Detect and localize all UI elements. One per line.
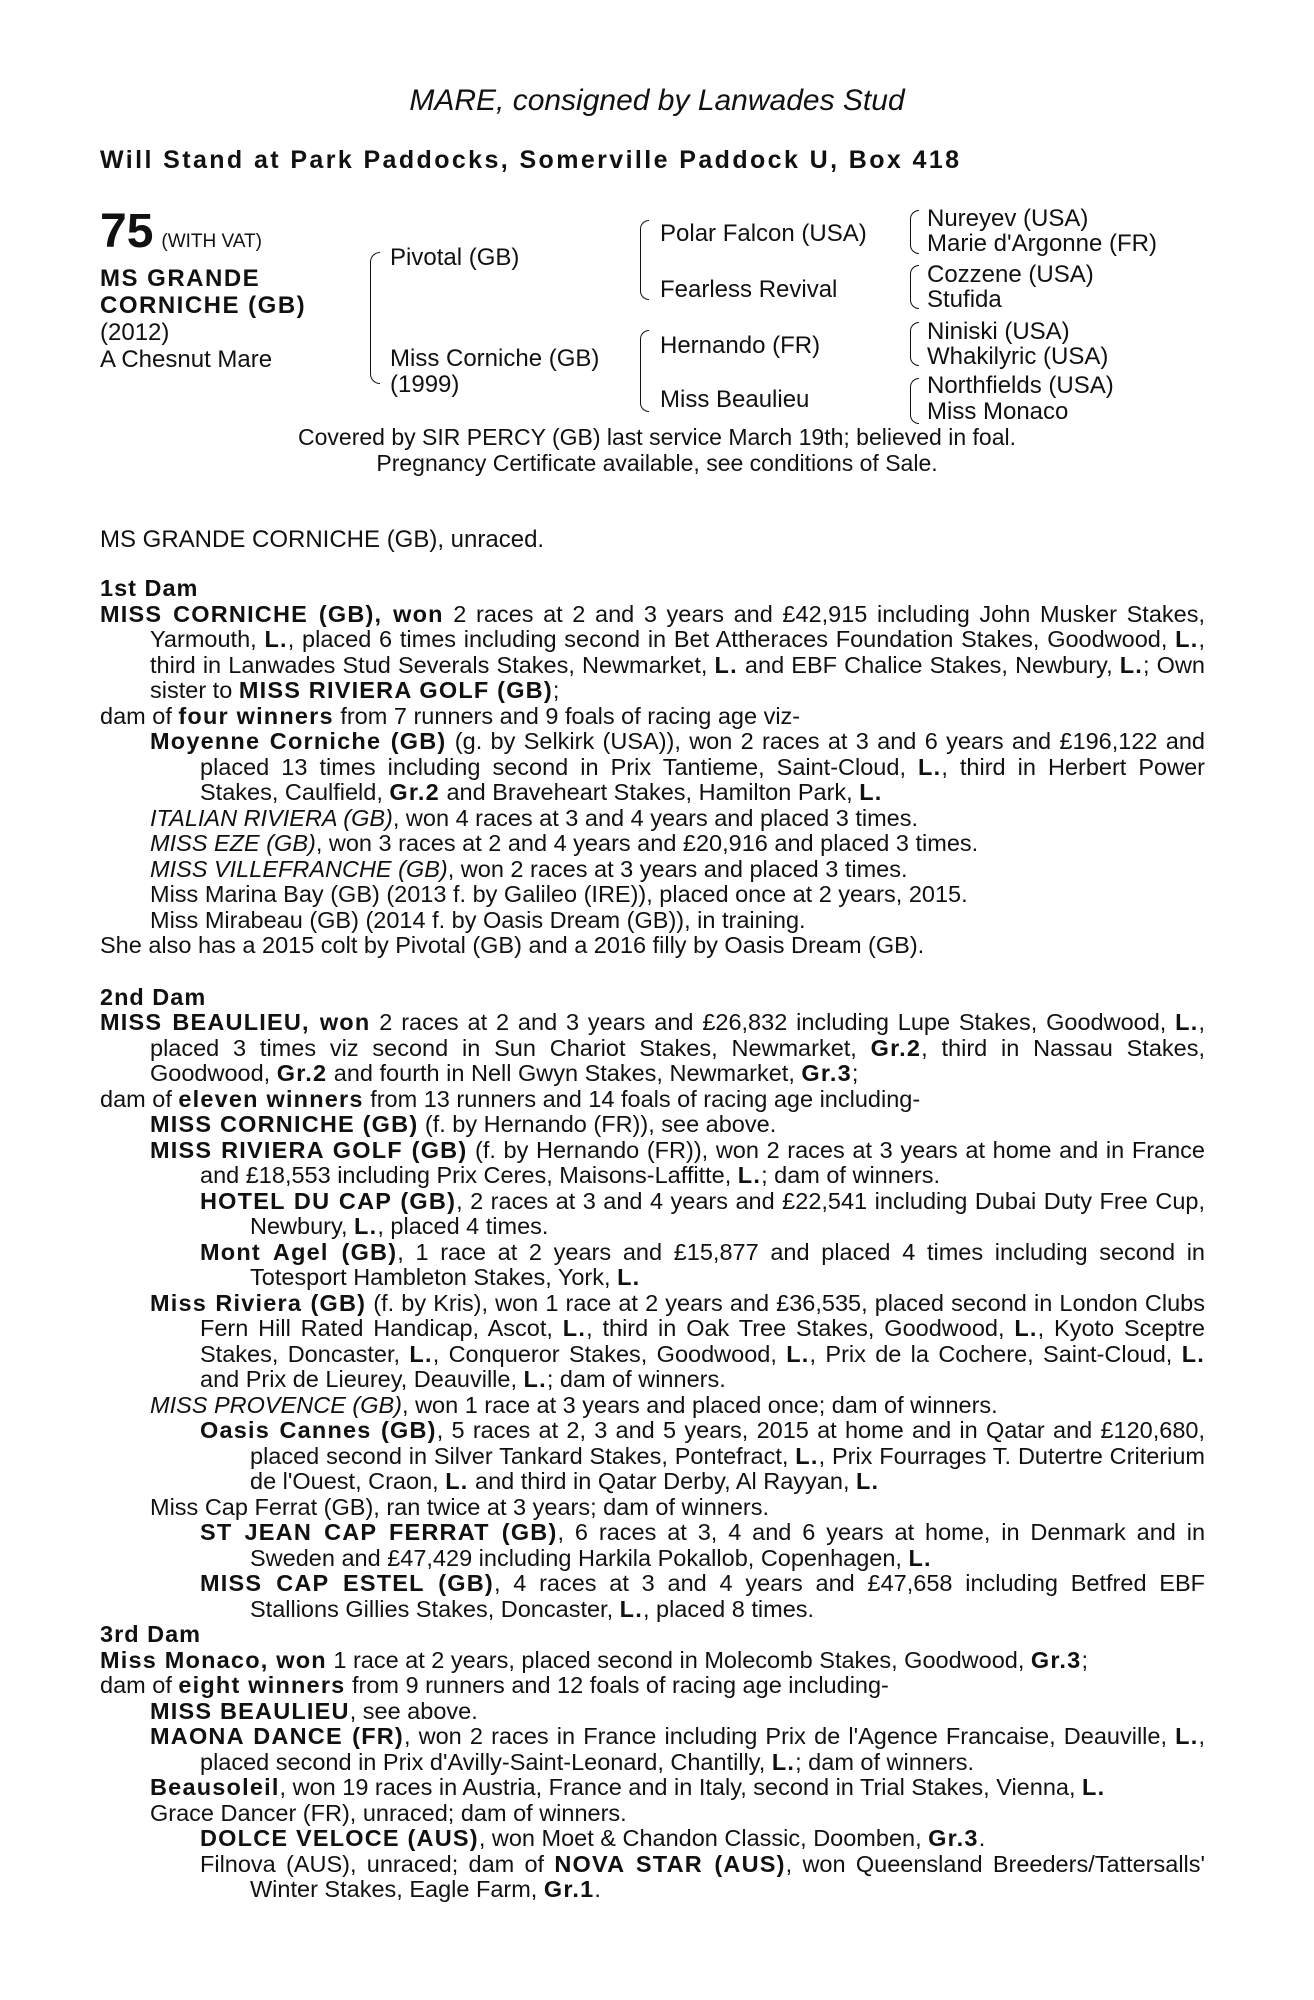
bracket-g2 — [910, 265, 919, 309]
bracket-sire-dam — [370, 252, 380, 384]
produce-entry: Mont Agel (GB), 1 race at 2 years and £15,877 and placed 4 times including second in Totesport Hambleton Stakes, York, L. — [200, 1238, 1205, 1290]
family-details — [100, 576, 1205, 1903]
grandsire-2: Cozzene (USA) — [927, 261, 1094, 288]
produce-entry: MAONA DANCE (FR), won 2 races in France including Prix de l'Agence Francaise, Deauville, L., placed second in Prix d'Avilly-Saint-Leonard, Chantilly, L.; dam of winners. — [150, 1723, 1205, 1775]
stand-location: Will Stand at Park Paddocks, Somerville Paddock U, Box 418 — [100, 146, 962, 174]
second-dam-heading: 2nd Dam — [100, 983, 207, 1010]
bracket-g3 — [910, 322, 919, 366]
lot-info — [100, 205, 307, 373]
catalogue-header: MARE, consigned by Lanwades Stud — [409, 84, 905, 117]
sire-dam: Fearless Revival — [660, 276, 838, 303]
produce-entry: MISS RIVIERA GOLF (GB) (f. by Hernando (FR)), won 2 races at 3 years at home and in France and £18,553 including Prix Ceres, Maisons-Laffitte, L.; dam of winners. — [150, 1136, 1206, 1188]
granddam-2: Stufida — [927, 286, 1002, 313]
granddam-4: Miss Monaco — [927, 398, 1069, 425]
certificate-line: Pregnancy Certificate available, see conditions of Sale. — [376, 450, 938, 476]
horse-name-line2: CORNICHE (GB) — [100, 292, 307, 319]
produce-note: She also has a 2015 colt by Pivotal (GB) and a 2016 filly by Oasis Dream (GB). — [100, 932, 925, 958]
produce-entry: Oasis Cannes (GB), 5 races at 2, 3 and 5 years, 2015 at home and in Qatar and £120,680, placed second in Silver Tankard Stakes, Pontefract, L., Prix Fourrages T. Dutertre Criterium de l'Ouest, Craon, L. and third in Qatar Derby, Al Rayyan, L. — [200, 1417, 1206, 1494]
race-summary: MS GRANDE CORNICHE (GB), unraced. — [100, 526, 545, 553]
bracket-dam-parents — [640, 330, 649, 412]
produce-entry: ITALIAN RIVIERA (GB), won 4 races at 3 and 4 years and placed 3 times. — [150, 804, 919, 831]
foaling-year: (2012) — [100, 319, 170, 346]
horse-name-line1: MS GRANDE — [100, 265, 261, 292]
grandsire-3: Niniski (USA) — [927, 318, 1070, 345]
dam-dam: Miss Beaulieu — [660, 386, 810, 413]
produce-entry: Miss Mirabeau (GB) (2014 f. by Oasis Dream (GB)), in training. — [150, 906, 806, 933]
bracket-g4 — [910, 378, 919, 424]
dam-year: (1999) — [390, 371, 460, 398]
produce-entry: HOTEL DU CAP (GB), 2 races at 3 and 4 years and £22,541 including Dubai Duty Free Cup, Newbury, L., placed 4 times. — [200, 1187, 1205, 1239]
produce-entry: Moyenne Corniche (GB) (g. by Selkirk (USA)), won 2 races at 3 and 6 years and £196,122 and placed 13 times including second in Prix Tantieme, Saint-Cloud, L., third in Herbert Power Stakes, Caulfield, Gr.2 and Braveheart Stakes, Hamilton Park, L. — [150, 728, 1205, 805]
granddam-1: Marie d'Argonne (FR) — [927, 230, 1157, 257]
produce-entry: MISS CORNICHE (GB) (f. by Hernando (FR)), see above. — [150, 1111, 777, 1137]
produce-entry: MISS VILLEFRANCHE (GB), won 2 races at 3 years and placed 3 times. — [150, 855, 908, 882]
first-dam-entry: MISS CORNICHE (GB), won 2 races at 2 and 3 years and £42,915 including John Musker Stakes, Yarmouth, L., placed 6 times including second in Bet Attheraces Foundation Stakes, Goodwood, L., third in Lanwades Stud Severals Stakes, Newmarket, L. and EBF Chalice Stakes, Newbury, L.; Own sister to MISS RIVIERA GOLF (GB); — [100, 600, 1205, 703]
produce-entry: Miss Riviera (GB) (f. by Kris), won 1 race at 2 years and £36,535, placed second in London Clubs Fern Hill Rated Handicap, Ascot, L., third in Oak Tree Stakes, Goodwood, L., Kyoto Sceptre Stakes, Doncaster, L., Conqueror Stakes, Goodwood, L., Prix de la Cochere, Saint-Cloud, L. and Prix de Lieurey, Deauville, L.; dam of winners. — [150, 1289, 1205, 1392]
covering-line: Covered by SIR PERCY (GB) last service March 19th; believed in foal. — [298, 424, 1016, 450]
first-dam-produce-summary: dam of four winners from 7 runners and 9 foals of racing age viz- — [100, 702, 801, 729]
produce-entry: Filnova (AUS), unraced; dam of NOVA STAR (AUS), won Queensland Breeders/Tattersalls' Winter Stakes, Eagle Farm, Gr.1. — [200, 1850, 1205, 1902]
produce-entry: ST JEAN CAP FERRAT (GB), 6 races at 3, 4 and 6 years at home, in Denmark and in Sweden and £47,429 including Harkila Pokallob, Copenhagen, L. — [200, 1519, 1206, 1571]
lot-number: 75 — [100, 205, 154, 258]
produce-entry: MISS PROVENCE (GB), won 1 race at 3 years and placed once; dam of winners. — [150, 1391, 998, 1418]
produce-entry: Beausoleil, won 19 races in Austria, France and in Italy, second in Trial Stakes, Vienna, L. — [150, 1774, 1106, 1800]
third-dam-produce-summary: dam of eight winners from 9 runners and 12 foals of racing age including- — [100, 1672, 889, 1698]
second-dam-entry: MISS BEAULIEU, won 2 races at 2 and 3 years and £26,832 including Lupe Stakes, Goodwood, L., placed 3 times viz second in Sun Chariot Stakes, Newmarket, Gr.2, third in Nassau Stakes, Goodwood, Gr.2 and fourth in Nell Gwyn Stakes, Newmarket, Gr.3; — [100, 1009, 1205, 1086]
sire-sire: Polar Falcon (USA) — [660, 220, 867, 247]
bracket-g1 — [910, 210, 919, 254]
produce-entry: DOLCE VELOCE (AUS), won Moet & Chandon Classic, Doomben, Gr.3. — [200, 1825, 986, 1851]
sire: Pivotal (GB) — [390, 244, 520, 271]
bracket-sire-parents — [640, 220, 649, 300]
third-dam-entry: Miss Monaco, won 1 race at 2 years, placed second in Molecomb Stakes, Goodwood, Gr.3; — [100, 1646, 1088, 1673]
covering-note — [0, 424, 1314, 476]
produce-entry: MISS BEAULIEU, see above. — [150, 1697, 478, 1724]
third-dam-heading: 3rd Dam — [100, 1621, 202, 1647]
granddam-3: Whakilyric (USA) — [927, 343, 1109, 370]
dam-sire: Hernando (FR) — [660, 332, 821, 359]
produce-entry: Miss Marina Bay (GB) (2013 f. by Galileo (IRE)), placed once at 2 years, 2015. — [150, 881, 968, 907]
first-dam-heading: 1st Dam — [100, 575, 199, 601]
produce-entry: MISS CAP ESTEL (GB), 4 races at 3 and 4 years and £47,658 including Betfred EBF Stallions Gillies Stakes, Doncaster, L., placed 8 times. — [200, 1570, 1205, 1622]
produce-entry: Miss Cap Ferrat (GB), ran twice at 3 years; dam of winners. — [150, 1493, 770, 1520]
dam: Miss Corniche (GB) — [390, 345, 600, 372]
horse-description: A Chesnut Mare — [100, 346, 273, 373]
grandsire-1: Nureyev (USA) — [927, 205, 1089, 232]
second-dam-produce-summary: dam of eleven winners from 13 runners and 14 foals of racing age including- — [100, 1085, 921, 1112]
grandsire-4: Northfields (USA) — [927, 372, 1114, 399]
produce-entry: MISS EZE (GB), won 3 races at 2 and 4 years and £20,916 and placed 3 times. — [150, 830, 979, 856]
produce-entry: Grace Dancer (FR), unraced; dam of winners. — [150, 1799, 627, 1826]
vat-note: (WITH VAT) — [161, 231, 262, 252]
